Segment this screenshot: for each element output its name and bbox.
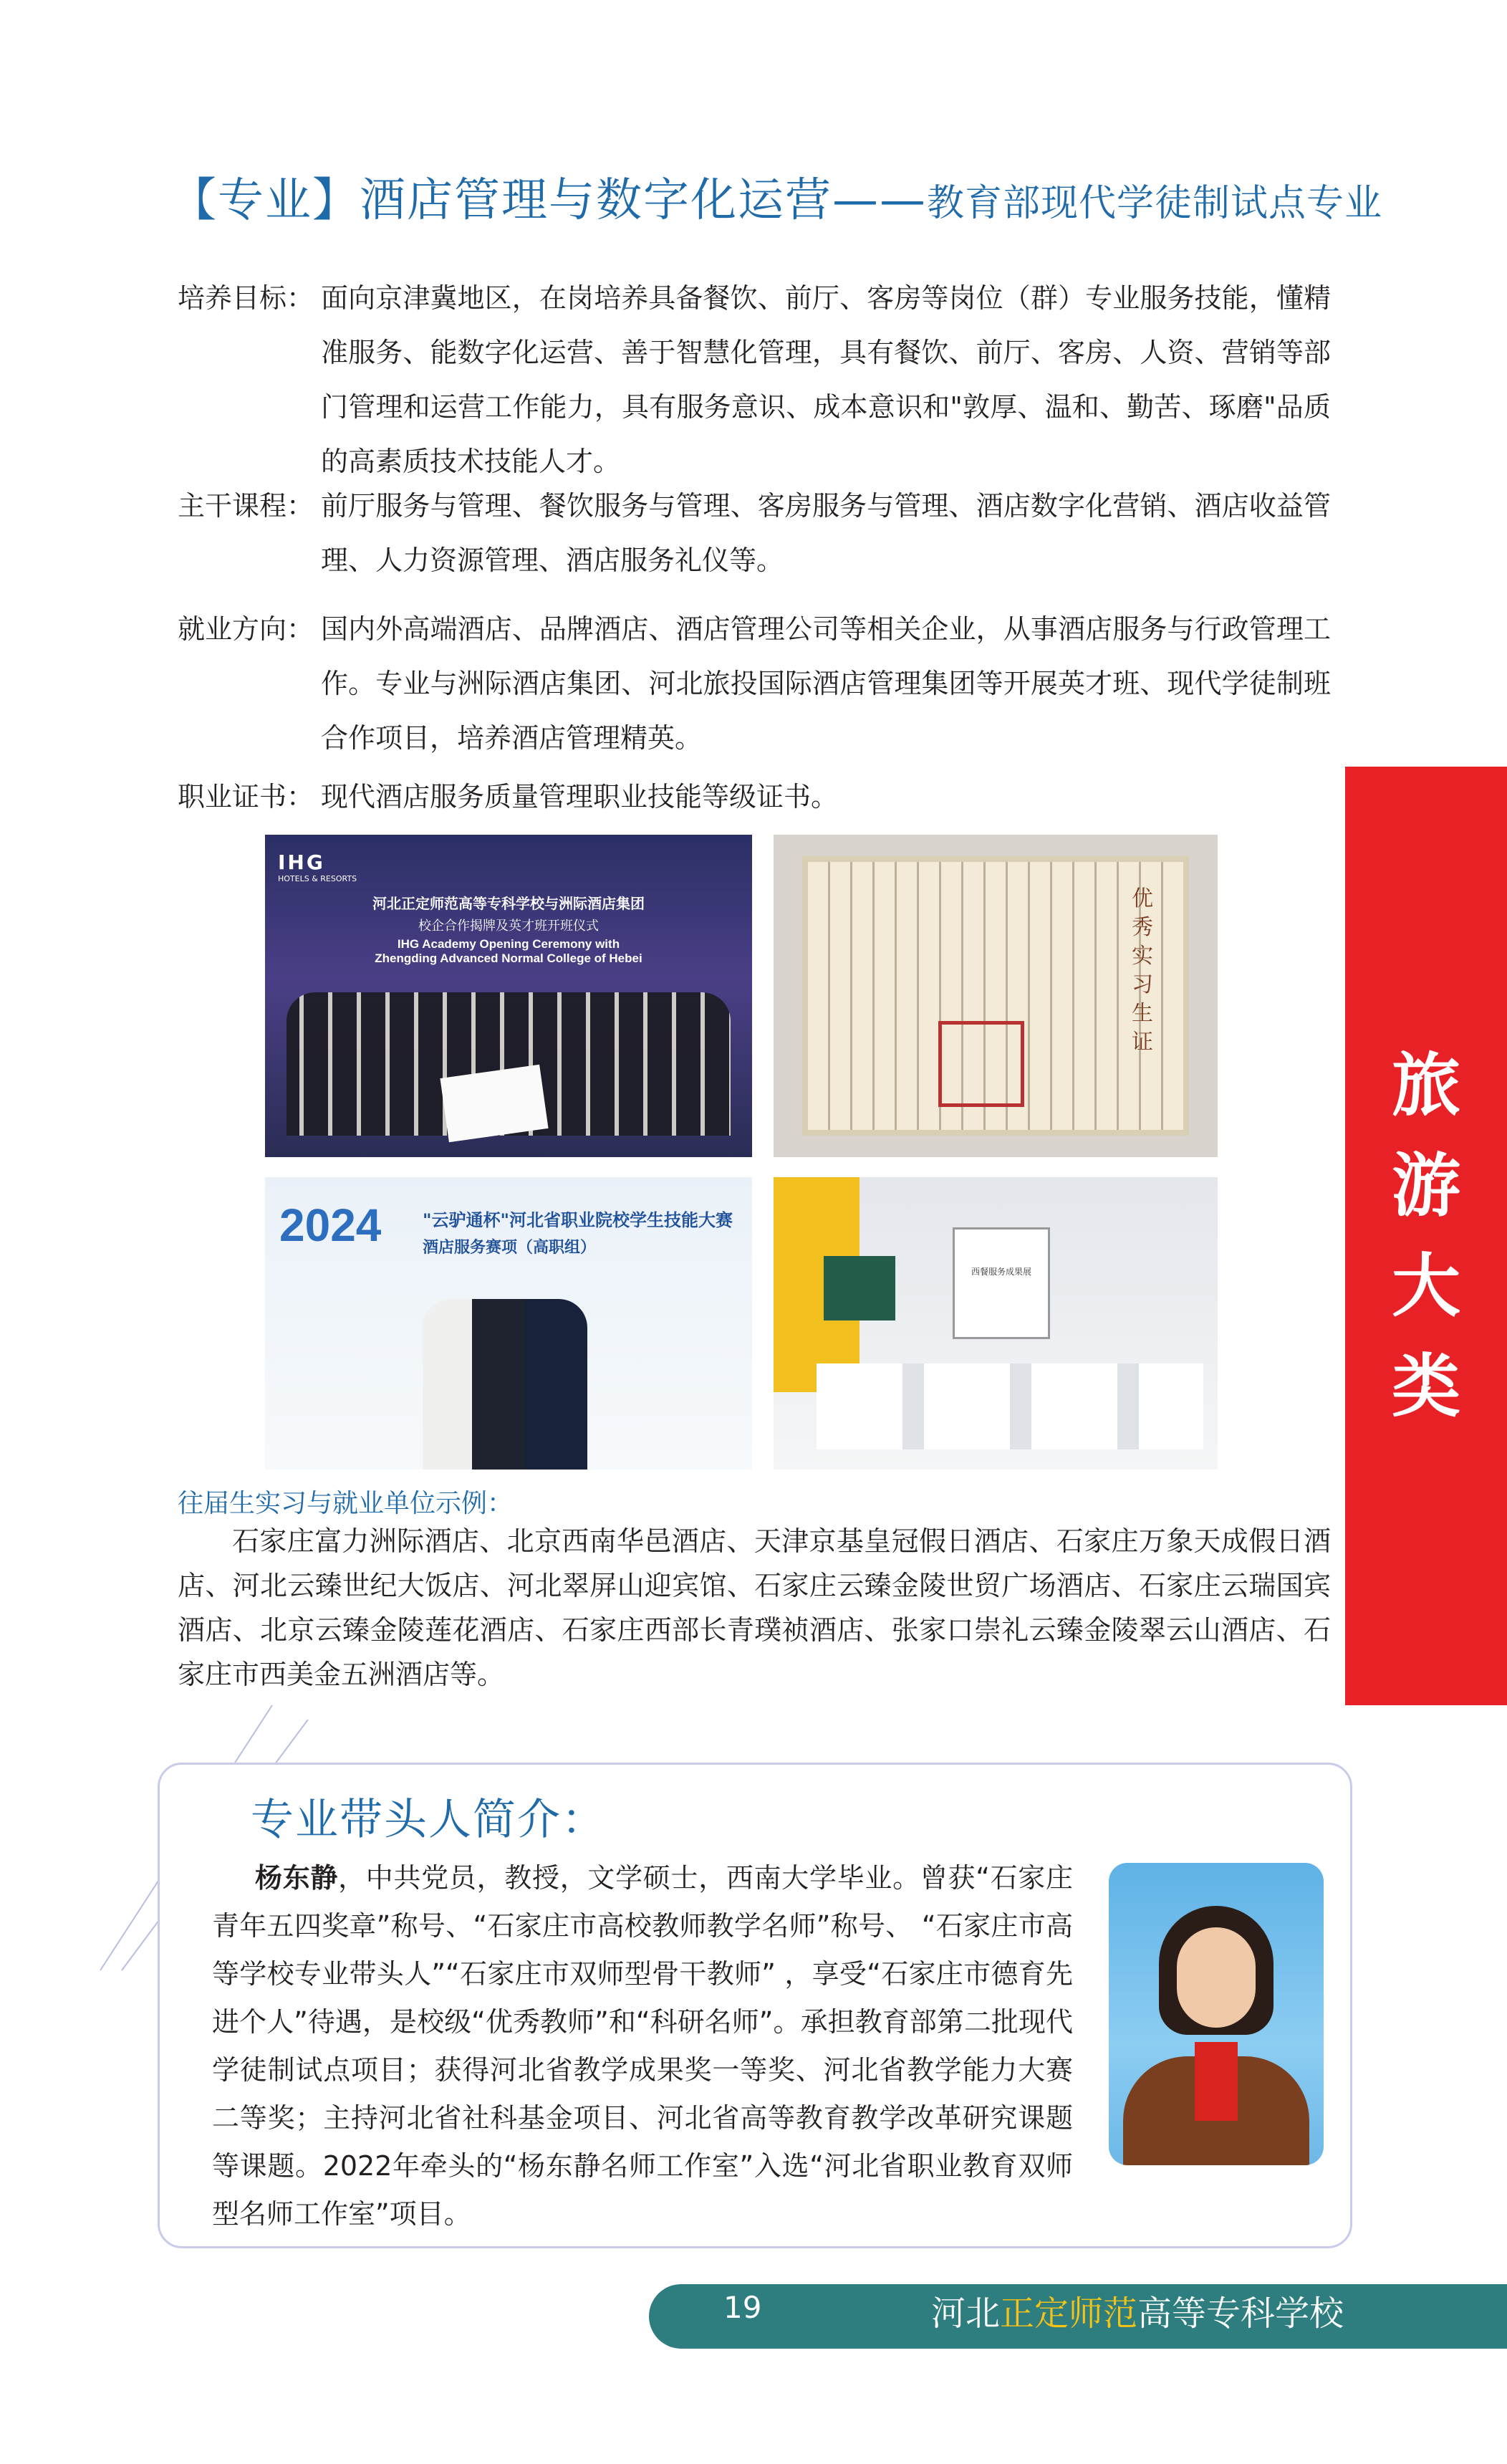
red-seal [938, 1021, 1024, 1107]
courses-text: 前厅服务与管理、餐饮服务与管理、客房服务与管理、酒店数字化营销、酒店收益管理、人力资源管理、酒店服务礼仪等。 [321, 490, 1331, 576]
side-tab-char: 类 [1392, 1346, 1460, 1427]
competition-photo [265, 1177, 752, 1470]
courses-row [178, 479, 1331, 588]
page-number: 19 [723, 2290, 762, 2325]
school-name: 河北正定师范高等专科学校 [931, 2293, 1344, 2334]
career-label: 就业方向： [178, 613, 314, 645]
tv-screen [824, 1256, 895, 1320]
title-main: 【专业】酒店管理与数字化运营—— [170, 174, 927, 227]
certificate-title: 优秀实习生证 [1132, 886, 1153, 1055]
goal-row [178, 271, 1331, 489]
side-tab-char: 大 [1392, 1246, 1460, 1326]
leader-bio [212, 1854, 1073, 2238]
goal-label: 培养目标： [178, 282, 314, 314]
goal-text: 面向京津冀地区，在岗培养具备餐饮、前厅、客房等岗位（群）专业服务技能，懂精准服务、能数字化运营、善于智慧化管理，具有餐饮、前厅、客房、人资、营销等部门管理和运营工作能力，具有服务意识、成本意识和"敦厚、温和、勤苦、琢磨"品质的高素质技术技能人才。 [321, 282, 1331, 477]
title-subtitle: 教育部现代学徒制试点专业 [927, 182, 1383, 225]
cert-label: 职业证书： [178, 781, 314, 812]
side-tab-char: 旅 [1392, 1045, 1460, 1126]
portrait-scarf [1195, 2042, 1238, 2121]
career-row [178, 602, 1331, 765]
leader-name: 杨东静 [255, 1862, 339, 1894]
ihg-flag [440, 1065, 548, 1143]
training-room-photo [774, 1177, 1218, 1470]
examples-text: 石家庄富力洲际酒店、北京西南华邑酒店、天津京基皇冠假日酒店、石家庄万象天成假日酒店、河北云臻世纪大饭店、河北翠屏山迎宾馆、石家庄云臻金陵世贸广场酒店、石家庄云瑞国宾酒店、北京云臻金陵莲花酒店、石家庄西部长青璞祯酒店、张家口崇礼云臻金陵翠云山酒店、石家庄市西美金五洲酒店等。 [178, 1525, 1331, 1690]
page-title [170, 163, 1382, 228]
leader-heading: 专业带头人简介： [251, 1795, 606, 1845]
ceremony-banner: 河北正定师范高等专科学校与洲际酒店集团 校企合作揭牌及英才班开班仪式 IHG Academy Opening Ceremony with Zhengding Advanced Normal College of Hebei [372, 895, 645, 965]
ceremony-photo [265, 835, 752, 1157]
category-side-tab [1345, 767, 1507, 1705]
cert-row [178, 770, 1331, 824]
leader-portrait [1109, 1863, 1324, 2165]
career-text: 国内外高端酒店、品牌酒店、酒店管理公司等相关企业，从事酒店服务与行政管理工作。专业与洲际酒店集团、河北旅投国际酒店管理集团等开展英才班、现代学徒制班合作项目，培养酒店管理精英。 [321, 613, 1331, 754]
portrait-face [1177, 1927, 1256, 2028]
presentation-screen: 西餐服务成果展 [953, 1227, 1050, 1339]
certificate-photo [774, 835, 1218, 1157]
dining-tables [817, 1363, 1203, 1449]
competition-year: 2024 [279, 1199, 382, 1251]
examples-heading: 往届生实习与就业单位示例： [178, 1489, 514, 1518]
competition-title: "云驴通杯"河北省职业院校学生技能大赛 酒店服务赛项（高职组） [423, 1210, 733, 1257]
leader-bio-text: ，中共党员，教授，文学硕士，西南大学毕业。曾获“石家庄青年五四奖章”称号、“石家庄市高校教师教学名师”称号、 “石家庄市高等学校专业带头人”“石家庄市双师型骨干教师” ，享受“石家庄市德育先进个人”待遇，是校级“优秀教师”和“科研名师”。承担教育部第二批现代学徒制试点项目；获得河北省教学成果奖一等奖、河北省教学能力大赛二等奖；主持河北省社科基金项目、河北省高等教育教学改革研究课题等课题。2022年牵头的“杨东静名师工作室”入选“河北省职业教育双师型名师工作室”项目。 [212, 1862, 1073, 2230]
cert-text: 现代酒店服务质量管理职业技能等级证书。 [321, 781, 839, 812]
ihg-logo: IHG HOTELS & RESORTS [278, 850, 357, 883]
courses-label: 主干课程： [178, 490, 314, 522]
side-tab-char: 游 [1392, 1146, 1460, 1226]
students [423, 1299, 587, 1470]
